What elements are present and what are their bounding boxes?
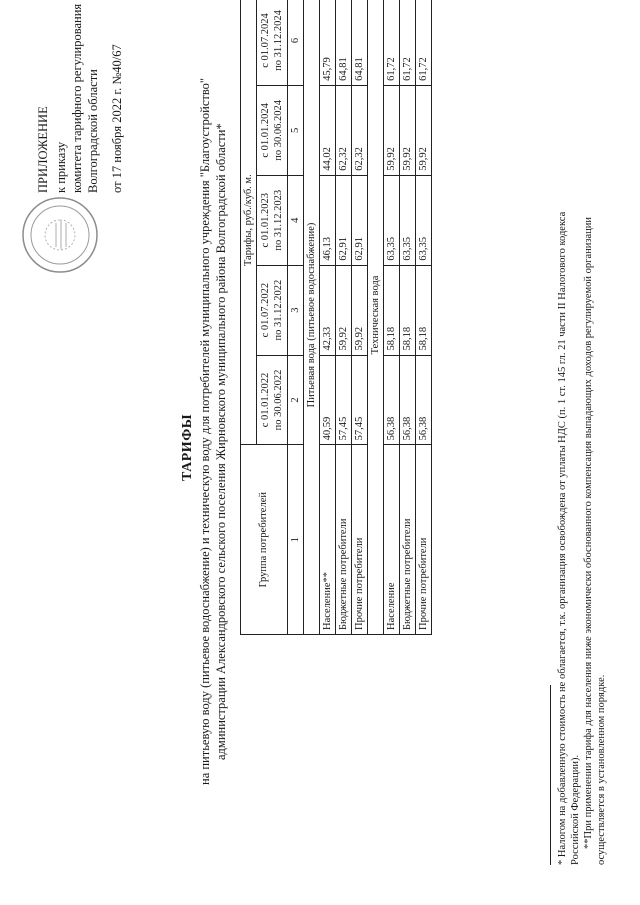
tariff-value: 61,72 (416, 0, 432, 85)
tariff-value: 61,72 (400, 0, 416, 85)
appendix-label: ПРИЛОЖЕНИЕ (36, 106, 50, 193)
tariff-value: 59,92 (400, 85, 416, 175)
tariff-table (240, 0, 432, 635)
column-number: 6 (288, 0, 304, 85)
tariff-value: 56,38 (384, 355, 400, 445)
consumer-group: Прочие потребители (416, 445, 432, 635)
column-number: 3 (288, 265, 304, 355)
tariff-value: 59,92 (416, 85, 432, 175)
tariff-value: 62,32 (352, 85, 368, 175)
tariff-value: 61,72 (384, 0, 400, 85)
tariff-value: 58,18 (384, 265, 400, 355)
tariff-value: 40,59 (320, 355, 336, 445)
tariff-value: 64,81 (352, 0, 368, 85)
header-period: с 01.07.2022 по 31.12.2022 (257, 265, 288, 355)
footnote-population-cont: осуществляется в установленном порядке. (596, 674, 607, 865)
header-period: с 01.07.2024 по 31.12.2024 (257, 0, 288, 85)
table-row (320, 0, 336, 635)
tariff-value: 62,32 (336, 85, 352, 175)
tariff-value: 58,18 (416, 265, 432, 355)
header-period: с 01.01.2022 по 30.06.2022 (257, 355, 288, 445)
document-title: ТАРИФЫ (180, 414, 195, 481)
tariff-value: 57,45 (352, 355, 368, 445)
appendix-date-number: от 17 ноября 2022 г. №40/67 (110, 44, 124, 193)
footnote-vat-cont: Российской Федерации). (570, 754, 581, 865)
footnote-population: **При применении тарифа для населения ниже экономически обоснованного компенсация выпадающих доходов регулируемой организации (583, 216, 594, 849)
document-subtitle-line1: на питьевую воду (питьевое водоснабжение) и техническую воду для потребителей муниципального учреждения "Благоустройство" (198, 77, 212, 785)
tariff-value: 45,79 (320, 0, 336, 85)
column-number-row (288, 0, 304, 635)
tariff-value: 44,02 (320, 85, 336, 175)
header-tariffs: Тарифы, руб./куб. м. (241, 0, 257, 445)
header-period: с 01.01.2023 по 31.12.2023 (257, 175, 288, 265)
header-consumer-group: Группа потребителей (241, 445, 288, 635)
tariff-value: 56,38 (400, 355, 416, 445)
tariff-value: 59,92 (384, 85, 400, 175)
tariff-value: 64,81 (336, 0, 352, 85)
official-seal-stamp (20, 195, 100, 275)
consumer-group: Население** (320, 445, 336, 635)
tariff-value: 56,38 (416, 355, 432, 445)
table-row (384, 0, 400, 635)
appendix-order-ref: к приказу (54, 141, 68, 193)
consumer-group: Население (384, 445, 400, 635)
tariff-value: 63,35 (416, 175, 432, 265)
column-number: 1 (288, 445, 304, 635)
tariff-value: 63,35 (400, 175, 416, 265)
column-number: 2 (288, 355, 304, 445)
footnote-vat: * Налогом на добавленную стоимость не облагается, т.к. организация освобождена от уплаты НДС (п. 1 ст. 145 гл. 21 части II Налогового кодекса (557, 211, 568, 865)
document-subtitle-line2: администрации Александровского сельского поселения Жирновского муниципального района Волгоградской области* (214, 123, 228, 760)
tariff-value: 59,92 (352, 265, 368, 355)
table-row (352, 0, 368, 635)
column-number: 5 (288, 85, 304, 175)
footnote-separator (550, 685, 551, 865)
tariff-value: 46,13 (320, 175, 336, 265)
appendix-region: Волгоградской области (86, 69, 100, 193)
tariff-value: 57,45 (336, 355, 352, 445)
tariff-value: 58,18 (400, 265, 416, 355)
consumer-group: Прочие потребители (352, 445, 368, 635)
appendix-committee: комитета тарифного регулирования (70, 3, 84, 193)
tariff-value: 63,35 (384, 175, 400, 265)
consumer-group: Бюджетные потребители (400, 445, 416, 635)
consumer-group: Бюджетные потребители (336, 445, 352, 635)
table-row (400, 0, 416, 635)
tariff-value: 62,91 (352, 175, 368, 265)
section-drinking-water: Питьевая вода (питьевое водоснабжение) (304, 0, 320, 635)
table-row (416, 0, 432, 635)
header-period: с 01.01.2024 по 30.06.2024 (257, 85, 288, 175)
tariff-value: 42,33 (320, 265, 336, 355)
section-technical-water: Техническая вода (368, 0, 384, 635)
column-number: 4 (288, 175, 304, 265)
table-row (336, 0, 352, 635)
tariff-value: 62,91 (336, 175, 352, 265)
tariff-value: 59,92 (336, 265, 352, 355)
